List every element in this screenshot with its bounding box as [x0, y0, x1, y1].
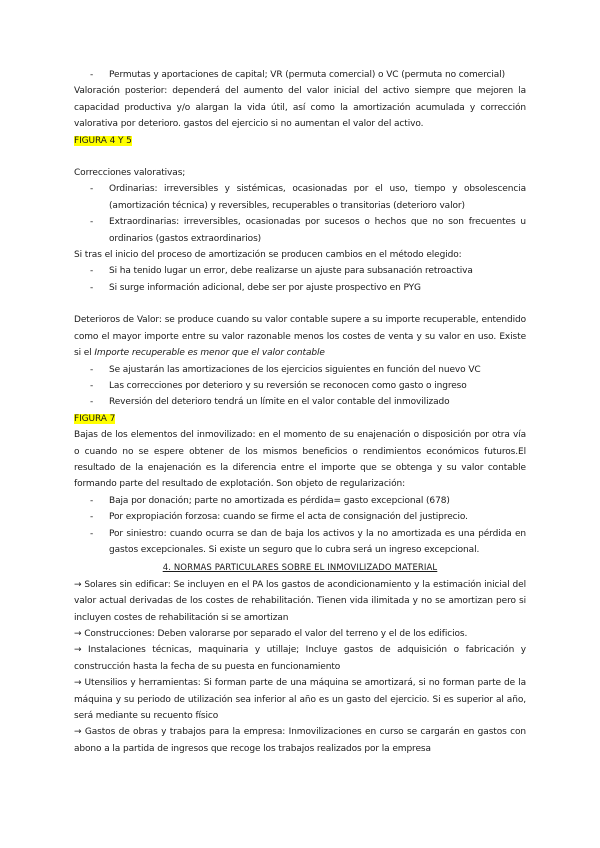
paragraph-construcciones: → Construcciones: Deben valorarse por separado el valor del terreno y el de los edificios.: [74, 629, 468, 639]
bullet-ordinarias: [74, 181, 526, 214]
bullet-text: Baja por donación; parte no amortizada es pérdida= gasto excepcional (678): [109, 495, 450, 506]
heading-correcciones: Correcciones valorativas;: [74, 168, 186, 179]
bullet-extraordinarias: [74, 214, 526, 247]
dash: -: [90, 495, 94, 506]
bullet-text: Si ha tenido lugar un error, debe realizarse un ajuste para subsanación retroactiva: [109, 266, 473, 277]
dash: -: [90, 266, 94, 277]
dash: -: [90, 70, 94, 80]
paragraph-instalaciones: → Instalaciones técnicas, maquinaria y utillaje; Incluye gastos de adquisición o fabricación y construcción hasta la fecha de su puesta en funcionamiento: [74, 645, 526, 672]
dash: -: [90, 364, 94, 375]
paragraph-valoracion-posterior: Valoración posterior: dependerá del aumento del valor inicial del activo siempre que mejoren la capacidad productiva y/o alargan la vida útil, así como la amortización acumulada y corrección valorativa por deterioro. gastos del ejercicio si no aumentan el valor del activo.: [74, 86, 526, 130]
paragraph-utensilios: → Utensilios y herramientas: Si forman parte de una máquina se amortizará, si no forman parte de la máquina y su periodo de utilización sea inferior al año es un gasto del ejercicio. Si es superior al año, será mediante su recuento físico: [74, 678, 526, 722]
bullet-text: Si surge información adicional, debe ser por ajuste prospectivo en PYG: [109, 282, 421, 293]
highlighted-text: FIGURA 7: [74, 413, 116, 424]
bullet-ajustaran: [74, 362, 526, 378]
spacer: [74, 296, 526, 312]
dash: -: [90, 282, 94, 293]
bullet-text: Permutas y aportaciones de capital; VR (permuta comercial) o VC (permuta no comercial): [109, 70, 505, 80]
bullet-text: Ordinarias: irreversibles y sistémicas, ocasionadas por el uso, tiempo y obsolescencia (amortización técnica) y reversibles, recuperables o transitorias (deterioro valor): [109, 184, 526, 211]
bullet-informacion-adicional: [74, 280, 526, 296]
bullet-text: Por siniestro: cuando ocurra se dan de baja los activos y la no amortizada es una pérdida en gastos excepcionales. Si existe un seguro que lo cubra será un ingreso excepcional.: [109, 528, 526, 555]
dash: -: [90, 397, 94, 408]
spacer: [74, 149, 526, 165]
bullet-expropiacion: [74, 509, 526, 525]
dash: -: [90, 380, 94, 391]
deterioros-italic: Importe recuperable es menor que el valor contable: [94, 348, 325, 359]
bullet-donacion: [74, 493, 526, 509]
bullet-siniestro: [74, 526, 526, 559]
paragraph-bajas: Bajas de los elementos del inmovilizado: en el momento de su enajenación o disposición por otra vía o cuando no se espere obtener de los mismos beneficios o rendimientos económicos futuros.El resultado de la enajenación es la diferencia entre el importe que se obtenga y su valor contable formando parte del resultado de explotación. Son objeto de regularización:: [74, 430, 526, 490]
bullet-reversion: [74, 394, 526, 410]
dash: -: [90, 184, 94, 195]
bullet-text: Las correcciones por deterioro y su reversión se reconocen como gasto o ingreso: [109, 380, 467, 391]
bullet-permutas: [74, 67, 526, 83]
highlighted-text: FIGURA 4 Y 5: [74, 135, 132, 146]
dash: -: [90, 512, 94, 523]
figure-reference-4-5: [74, 133, 526, 149]
paragraph-si-tras: Si tras el inicio del proceso de amortización se producen cambios en el método elegido:: [74, 250, 462, 261]
dash: -: [90, 217, 94, 228]
figure-reference-7: [74, 411, 526, 427]
bullet-text: Por expropiación forzosa: cuando se firme el acta de consignación del justiprecio.: [109, 512, 468, 523]
section-heading-normas: 4. NORMAS PARTICULARES SOBRE EL INMOVILIZADO MATERIAL: [162, 563, 438, 574]
paragraph-deterioros: [74, 312, 526, 361]
paragraph-gastos-obras: → Gastos de obras y trabajos para la empresa: Inmovilizaciones en curso se cargarán en gastos con abono a la partida de ingresos que recoge los trabajos realizados por la empresa: [74, 727, 526, 754]
bullet-text: Reversión del deterioro tendrá un límite en el valor contable del inmovilizado: [109, 397, 450, 408]
bullet-text: Extraordinarias: irreversibles, ocasionadas por sucesos o hechos que no son frecuentes u ordinarios (gastos extraordinarios): [109, 217, 526, 244]
deterioros-text: Deterioros de Valor: se produce cuando su valor contable supere a su importe recuperable, entendido como el mayor importe entre su valor razonable menos los costes de venta y su valor en uso. Existe si el: [74, 315, 526, 359]
bullet-error: [74, 263, 526, 279]
bullet-correcciones-deterioro: [74, 378, 526, 394]
dash: -: [90, 528, 94, 539]
paragraph-solares: → Solares sin edificar: Se incluyen en el PA los gastos de acondicionamiento y la estimación inicial del valor actual derivadas de los costes de rehabilitación. Tienen vida ilimitada y no se amortizan pero si incluyen costes de rehabilitación si se amortizan: [74, 579, 526, 623]
bullet-text: Se ajustarán las amortizaciones de los ejercicios siguientes en función del nuevo VC: [109, 364, 481, 375]
